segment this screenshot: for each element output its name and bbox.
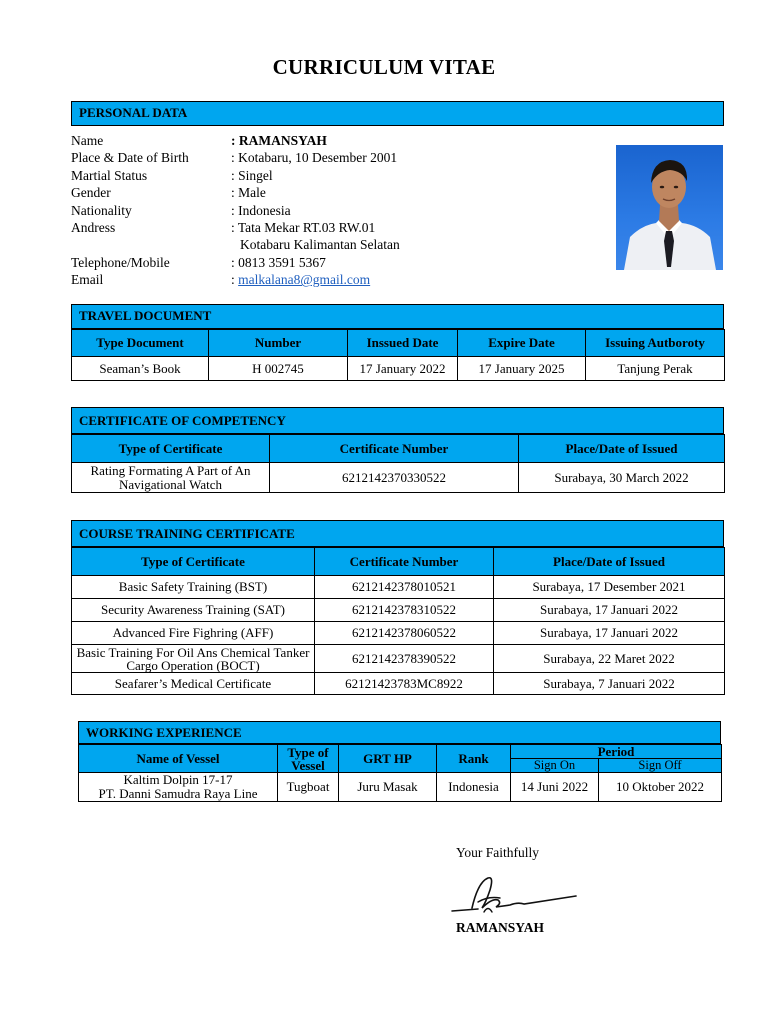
- table-cell: 17 January 2022: [348, 357, 458, 381]
- table-row: [72, 357, 725, 381]
- field-value-name: : RAMANSYAH: [231, 133, 327, 148]
- vessel-company: PT. Danni Samudra Raya Line: [98, 786, 258, 801]
- personal-data-list: [71, 132, 560, 289]
- table-cell: 6212142378310522: [315, 599, 494, 622]
- column-header: Type of Vessel: [278, 745, 339, 773]
- table-cell: Surabaya, 22 Maret 2022: [494, 645, 725, 673]
- table-cell: Juru Masak: [339, 773, 437, 802]
- table-cell: Surabaya, 17 Januari 2022: [494, 622, 725, 645]
- column-header: Type of Certificate: [72, 548, 315, 576]
- table-row: [72, 645, 725, 673]
- table-cell: Surabaya, 7 Januari 2022: [494, 673, 725, 695]
- field-value: Kotabaru Kalimantan Selatan: [240, 237, 400, 253]
- field-label: Andress: [71, 220, 116, 236]
- field-label: [71, 236, 231, 253]
- table-cell: Security Awareness Training (SAT): [72, 599, 315, 622]
- field-value: : 0813 3591 5367: [231, 254, 326, 270]
- column-header: Name of Vessel: [79, 745, 278, 773]
- field-label: Nationality: [71, 202, 132, 218]
- person-photo-icon: [616, 145, 723, 270]
- table-cell: 17 January 2025: [458, 357, 586, 381]
- competency-header: CERTIFICATE OF COMPETENCY: [71, 407, 724, 434]
- field-label: Name: [71, 133, 104, 148]
- table-cell: 10 Oktober 2022: [599, 773, 722, 802]
- table-cell: Surabaya, 17 Januari 2022: [494, 599, 725, 622]
- table-cell: H 002745: [209, 357, 348, 381]
- personal-row-address-2: [71, 236, 560, 253]
- field-label: Gender: [71, 185, 111, 201]
- signer-name: RAMANSYAH: [456, 920, 545, 935]
- column-header: Place/Date of Issued: [494, 548, 725, 576]
- vessel-name: Kaltim Dolpin 17-17: [123, 772, 233, 787]
- field-value: [231, 271, 551, 288]
- column-header-sign-off: Sign Off: [599, 759, 722, 773]
- signature-icon: [448, 872, 580, 918]
- table-cell: Surabaya, 17 Desember 2021: [494, 576, 725, 599]
- column-header: Issuing Autboroty: [586, 330, 725, 357]
- table-cell: Basic Safety Training (BST): [72, 576, 315, 599]
- personal-row-address: [71, 219, 560, 236]
- table-header-row: [72, 435, 725, 463]
- table-cell: Rating Formating A Part of An Navigational Watch: [72, 463, 270, 493]
- personal-row-email: [71, 271, 560, 288]
- field-value: : Indonesia: [231, 202, 291, 218]
- table-header-row: [72, 330, 725, 357]
- field-label: Place & Date of Birth: [71, 150, 189, 166]
- column-header: Certificate Number: [315, 548, 494, 576]
- personal-row-status: [71, 167, 560, 184]
- table-cell: Seaman’s Book: [72, 357, 209, 381]
- travel-document-header: TRAVEL DOCUMENT: [71, 304, 724, 329]
- table-cell: 6212142378060522: [315, 622, 494, 645]
- column-header-period: Period: [511, 745, 722, 759]
- column-header: Place/Date of Issued: [519, 435, 725, 463]
- profile-photo: [616, 145, 723, 270]
- personal-row-gender: [71, 184, 560, 201]
- course-training-table: [71, 547, 725, 695]
- working-experience-header: WORKING EXPERIENCE: [78, 721, 721, 744]
- column-header-sign-on: Sign On: [511, 759, 599, 773]
- column-header: Type Document: [72, 330, 209, 357]
- field-label: Telephone/Mobile: [71, 254, 170, 270]
- table-cell: Tanjung Perak: [586, 357, 725, 381]
- field-value: : Singel: [231, 167, 273, 183]
- table-row: [72, 463, 725, 493]
- column-header: Type of Certificate: [72, 435, 270, 463]
- personal-row-name: [71, 132, 560, 149]
- personal-row-nationality: [71, 202, 560, 219]
- table-cell: Surabaya, 30 March 2022: [519, 463, 725, 493]
- table-cell: 6212142378010521: [315, 576, 494, 599]
- table-cell: 6212142370330522: [270, 463, 519, 493]
- field-label: Email: [71, 272, 104, 288]
- table-cell: Tugboat: [278, 773, 339, 802]
- email-link[interactable]: malkalana8@gmail.com: [238, 272, 371, 288]
- column-header: Expire Date: [458, 330, 586, 357]
- table-cell: 62121423783MC8922: [315, 673, 494, 695]
- closing-salutation: Your Faithfully: [456, 845, 540, 860]
- table-cell: 14 Juni 2022: [511, 773, 599, 802]
- table-cell: Indonesia: [437, 773, 511, 802]
- field-value: : Kotabaru, 10 Desember 2001: [231, 150, 398, 166]
- table-row: [72, 622, 725, 645]
- column-header: Inssued Date: [348, 330, 458, 357]
- table-row: [79, 773, 722, 802]
- column-header: Rank: [437, 745, 511, 773]
- travel-document-table: [71, 329, 725, 381]
- table-row: [72, 576, 725, 599]
- course-training-header: COURSE TRAINING CERTIFICATE: [71, 520, 724, 547]
- personal-data-header: PERSONAL DATA: [71, 101, 724, 126]
- table-cell: Seafarer’s Medical Certificate: [72, 673, 315, 695]
- email-prefix: :: [231, 272, 239, 288]
- table-cell: 6212142378390522: [315, 645, 494, 673]
- table-cell: [79, 773, 278, 802]
- working-experience-table: [78, 744, 722, 802]
- table-row: [72, 599, 725, 622]
- table-cell: Advanced Fire Fighring (AFF): [72, 622, 315, 645]
- table-header-row: [72, 548, 725, 576]
- personal-row-birth: [71, 149, 560, 166]
- table-header-row: [79, 745, 722, 759]
- field-value: : Tata Mekar RT.03 RW.01: [231, 220, 376, 236]
- personal-row-phone: [71, 254, 560, 271]
- document-title: CURRICULUM VITAE: [272, 55, 496, 79]
- field-label: Martial Status: [71, 167, 148, 183]
- table-row: [72, 673, 725, 695]
- competency-table: [71, 434, 725, 493]
- column-header: Certificate Number: [270, 435, 519, 463]
- column-header: GRT HP: [339, 745, 437, 773]
- field-value: : Male: [231, 185, 266, 201]
- table-cell: Basic Training For Oil Ans Chemical Tanker Cargo Operation (BOCT): [72, 645, 315, 673]
- column-header: Number: [209, 330, 348, 357]
